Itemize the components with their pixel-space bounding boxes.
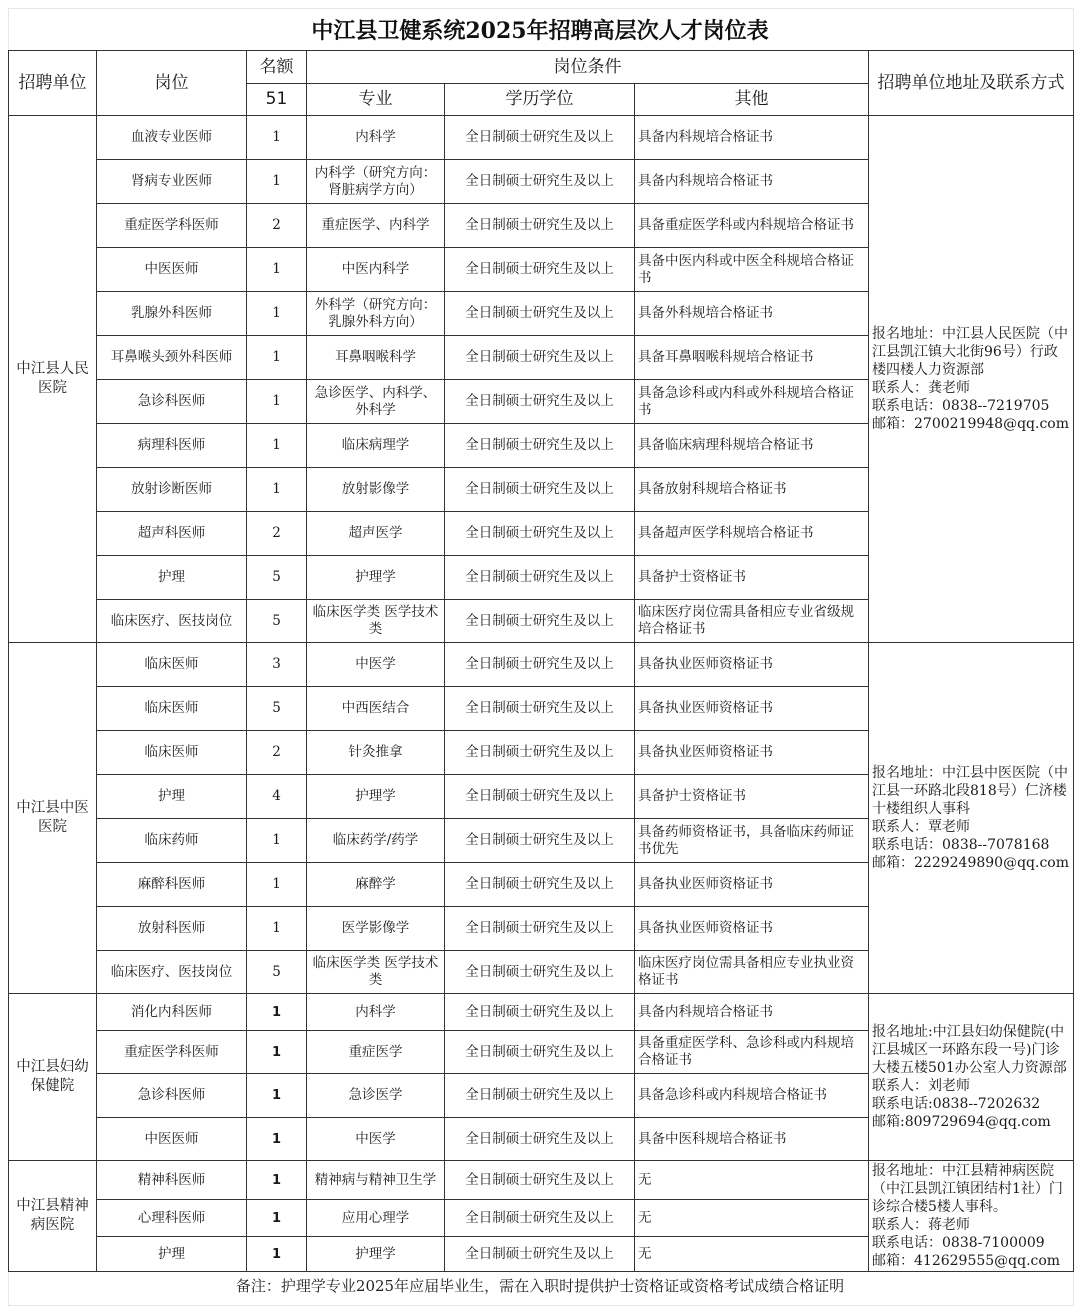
- position-cell: 护理: [97, 775, 247, 819]
- contact-phone: 联系电话：0838-7100009: [872, 1235, 1045, 1251]
- quota-cell: 1: [247, 380, 307, 424]
- position-cell: 临床医师: [97, 643, 247, 687]
- other-cell: 具备外科规培合格证书: [635, 292, 869, 336]
- major-cell: 医学影像学: [307, 907, 445, 951]
- unit-name: 中江县中医医院: [9, 643, 97, 994]
- quota-cell: 3: [247, 643, 307, 687]
- header-contact: 招聘单位地址及联系方式: [869, 51, 1074, 116]
- contact-person: 联系人：蒋老师: [872, 1217, 970, 1233]
- major-cell: 护理学: [307, 775, 445, 819]
- quota-cell: 1: [247, 1118, 307, 1161]
- contact-address: 报名地址：中江县精神病医院（中江县凯江镇团结村1社）门诊综合楼5楼人事科。: [872, 1163, 1063, 1215]
- major-cell: 精神病与精神卫生学: [307, 1161, 445, 1200]
- education-cell: 全日制硕士研究生及以上: [445, 160, 635, 204]
- position-cell: 临床药师: [97, 819, 247, 863]
- education-cell: 全日制硕士研究生及以上: [445, 1237, 635, 1272]
- major-cell: 针灸推拿: [307, 731, 445, 775]
- major-cell: 麻醉学: [307, 863, 445, 907]
- major-cell: 急诊医学: [307, 1074, 445, 1118]
- position-cell: 血液专业医师: [97, 116, 247, 160]
- position-cell: 中医医师: [97, 248, 247, 292]
- quota-cell: 1: [247, 116, 307, 160]
- position-cell: 临床医师: [97, 687, 247, 731]
- quota-cell: 1: [247, 468, 307, 512]
- position-cell: 护理: [97, 1237, 247, 1272]
- other-cell: 具备超声医学科规培合格证书: [635, 512, 869, 556]
- education-cell: 全日制硕士研究生及以上: [445, 1118, 635, 1161]
- quota-cell: 1: [247, 907, 307, 951]
- quota-cell: 1: [247, 1031, 307, 1074]
- education-cell: 全日制硕士研究生及以上: [445, 775, 635, 819]
- quota-cell: 2: [247, 512, 307, 556]
- education-cell: 全日制硕士研究生及以上: [445, 994, 635, 1031]
- other-cell: 无: [635, 1237, 869, 1272]
- major-cell: 重症医学: [307, 1031, 445, 1074]
- other-cell: 具备重症医学科或内科规培合格证书: [635, 204, 869, 248]
- position-cell: 精神科医师: [97, 1161, 247, 1200]
- unit-name: 中江县人民医院: [9, 116, 97, 643]
- position-cell: 耳鼻喉头颈外科医师: [97, 336, 247, 380]
- contact-address: 报名地址：中江县中医医院（中江县一环路北段818号）仁济楼十楼组织人事科: [872, 765, 1068, 817]
- contact-email: 邮箱：412629555@qq.com: [872, 1253, 1061, 1269]
- position-cell: 消化内科医师: [97, 994, 247, 1031]
- quota-cell: 1: [247, 160, 307, 204]
- contact-email: 邮箱:809729694@qq.com: [872, 1114, 1051, 1130]
- major-cell: 重症医学、内科学: [307, 204, 445, 248]
- other-cell: 无: [635, 1161, 869, 1200]
- other-cell: 临床医疗岗位需具备相应专业执业资格证书: [635, 951, 869, 994]
- contact-phone: 联系电话：0838--7078168: [872, 837, 1050, 853]
- education-cell: 全日制硕士研究生及以上: [445, 731, 635, 775]
- position-cell: 护理: [97, 556, 247, 600]
- major-cell: 临床医学类 医学技术类: [307, 600, 445, 643]
- major-cell: 临床病理学: [307, 424, 445, 468]
- contact-email: 邮箱：2700219948@qq.com: [872, 416, 1069, 432]
- quota-cell: 5: [247, 951, 307, 994]
- education-cell: 全日制硕士研究生及以上: [445, 116, 635, 160]
- position-cell: 急诊科医师: [97, 380, 247, 424]
- quota-cell: 1: [247, 1237, 307, 1272]
- education-cell: 全日制硕士研究生及以上: [445, 1074, 635, 1118]
- other-cell: 临床医疗岗位需具备相应专业省级规培合格证书: [635, 600, 869, 643]
- quota-cell: 1: [247, 819, 307, 863]
- education-cell: 全日制硕士研究生及以上: [445, 600, 635, 643]
- header-major: 专业: [307, 84, 445, 116]
- major-cell: 中西医结合: [307, 687, 445, 731]
- education-cell: 全日制硕士研究生及以上: [445, 907, 635, 951]
- position-cell: 心理科医师: [97, 1200, 247, 1237]
- other-cell: 具备内科规培合格证书: [635, 160, 869, 204]
- header-position: 岗位: [97, 51, 247, 116]
- other-cell: 具备执业医师资格证书: [635, 643, 869, 687]
- major-cell: 急诊医学、内科学、外科学: [307, 380, 445, 424]
- education-cell: 全日制硕士研究生及以上: [445, 1200, 635, 1237]
- quota-cell: 1: [247, 1200, 307, 1237]
- position-cell: 乳腺外科医师: [97, 292, 247, 336]
- major-cell: 中医学: [307, 643, 445, 687]
- quota-cell: 1: [247, 336, 307, 380]
- other-cell: 具备中医科规培合格证书: [635, 1118, 869, 1161]
- major-cell: 临床医学类 医学技术类: [307, 951, 445, 994]
- contact-cell: [869, 643, 1074, 994]
- header-quota-label: 名额: [247, 51, 307, 84]
- quota-cell: 2: [247, 204, 307, 248]
- header-education: 学历学位: [445, 84, 635, 116]
- education-cell: 全日制硕士研究生及以上: [445, 336, 635, 380]
- position-cell: 临床医疗、医技岗位: [97, 951, 247, 994]
- header-row-1: [9, 51, 1074, 84]
- education-cell: 全日制硕士研究生及以上: [445, 248, 635, 292]
- education-cell: 全日制硕士研究生及以上: [445, 424, 635, 468]
- contact-email: 邮箱：2229249890@qq.com: [872, 855, 1069, 871]
- other-cell: 具备中医内科或中医全科规培合格证书: [635, 248, 869, 292]
- education-cell: 全日制硕士研究生及以上: [445, 1161, 635, 1200]
- quota-cell: 1: [247, 248, 307, 292]
- other-cell: 具备放射科规培合格证书: [635, 468, 869, 512]
- contact-person: 联系人：刘老师: [872, 1078, 970, 1094]
- education-cell: 全日制硕士研究生及以上: [445, 380, 635, 424]
- major-cell: 耳鼻咽喉科学: [307, 336, 445, 380]
- header-other: 其他: [635, 84, 869, 116]
- quota-cell: 2: [247, 731, 307, 775]
- position-cell: 肾病专业医师: [97, 160, 247, 204]
- other-cell: 具备急诊科或内科或外科规培合格证书: [635, 380, 869, 424]
- other-cell: 无: [635, 1200, 869, 1237]
- header-unit: 招聘单位: [9, 51, 97, 116]
- other-cell: 具备药师资格证书，具备临床药师证书优先: [635, 819, 869, 863]
- recruitment-table: [8, 50, 1074, 1272]
- major-cell: 内科学: [307, 994, 445, 1031]
- quota-cell: 5: [247, 556, 307, 600]
- position-cell: 放射诊断医师: [97, 468, 247, 512]
- position-cell: 重症医学科医师: [97, 1031, 247, 1074]
- quota-cell: 1: [247, 1161, 307, 1200]
- other-cell: 具备执业医师资格证书: [635, 731, 869, 775]
- other-cell: 具备急诊科或内科规培合格证书: [635, 1074, 869, 1118]
- education-cell: 全日制硕士研究生及以上: [445, 468, 635, 512]
- position-cell: 中医医师: [97, 1118, 247, 1161]
- footnote: 备注：护理学专业2025年应届毕业生，需在入职时提供护士资格证或资格考试成绩合格证明: [235, 1276, 845, 1295]
- table-row: [9, 116, 1074, 160]
- page-title: 中江县卫健系统2025年招聘高层次人才岗位表: [311, 17, 769, 44]
- major-cell: 护理学: [307, 556, 445, 600]
- contact-address: 报名地址：中江县人民医院（中江县凯江镇大北街96号）行政楼四楼人力资源部: [872, 326, 1068, 378]
- table-row: [9, 643, 1074, 687]
- major-cell: 外科学（研究方向：乳腺外科方向）: [307, 292, 445, 336]
- position-cell: 放射科医师: [97, 907, 247, 951]
- quota-cell: 1: [247, 994, 307, 1031]
- other-cell: 具备内科规培合格证书: [635, 116, 869, 160]
- major-cell: 内科学（研究方向：肾脏病学方向）: [307, 160, 445, 204]
- education-cell: 全日制硕士研究生及以上: [445, 687, 635, 731]
- table-row: [9, 1161, 1074, 1200]
- major-cell: 临床药学/药学: [307, 819, 445, 863]
- other-cell: 具备重症医学科、急诊科或内科规培合格证书: [635, 1031, 869, 1074]
- major-cell: 超声医学: [307, 512, 445, 556]
- other-cell: 具备临床病理科规培合格证书: [635, 424, 869, 468]
- contact-cell: [869, 116, 1074, 643]
- other-cell: 具备内科规培合格证书: [635, 994, 869, 1031]
- unit-name: 中江县精神病医院: [9, 1161, 97, 1272]
- major-cell: 中医内科学: [307, 248, 445, 292]
- quota-cell: 1: [247, 1074, 307, 1118]
- major-cell: 内科学: [307, 116, 445, 160]
- position-cell: 病理科医师: [97, 424, 247, 468]
- education-cell: 全日制硕士研究生及以上: [445, 819, 635, 863]
- other-cell: 具备耳鼻咽喉科规培合格证书: [635, 336, 869, 380]
- major-cell: 放射影像学: [307, 468, 445, 512]
- other-cell: 具备护士资格证书: [635, 556, 869, 600]
- quota-cell: 5: [247, 600, 307, 643]
- education-cell: 全日制硕士研究生及以上: [445, 556, 635, 600]
- education-cell: 全日制硕士研究生及以上: [445, 863, 635, 907]
- position-cell: 麻醉科医师: [97, 863, 247, 907]
- table-body: [9, 116, 1074, 1272]
- quota-cell: 4: [247, 775, 307, 819]
- quota-cell: 1: [247, 292, 307, 336]
- contact-phone: 联系电话:0838--7202632: [872, 1096, 1041, 1112]
- position-cell: 临床医师: [97, 731, 247, 775]
- header-conditions: 岗位条件: [307, 51, 869, 84]
- education-cell: 全日制硕士研究生及以上: [445, 643, 635, 687]
- position-cell: 超声科医师: [97, 512, 247, 556]
- header-quota-total: 51: [247, 84, 307, 116]
- table-row: [9, 994, 1074, 1031]
- other-cell: 具备执业医师资格证书: [635, 863, 869, 907]
- position-cell: 重症医学科医师: [97, 204, 247, 248]
- other-cell: 具备执业医师资格证书: [635, 687, 869, 731]
- other-cell: 具备护士资格证书: [635, 775, 869, 819]
- contact-cell: [869, 1161, 1074, 1272]
- education-cell: 全日制硕士研究生及以上: [445, 951, 635, 994]
- education-cell: 全日制硕士研究生及以上: [445, 292, 635, 336]
- quota-cell: 1: [247, 424, 307, 468]
- unit-name: 中江县妇幼保健院: [9, 994, 97, 1161]
- contact-phone: 联系电话：0838--7219705: [872, 398, 1050, 414]
- other-cell: 具备执业医师资格证书: [635, 907, 869, 951]
- education-cell: 全日制硕士研究生及以上: [445, 204, 635, 248]
- position-cell: 临床医疗、医技岗位: [97, 600, 247, 643]
- contact-person: 联系人：覃老师: [872, 819, 970, 835]
- major-cell: 护理学: [307, 1237, 445, 1272]
- major-cell: 应用心理学: [307, 1200, 445, 1237]
- contact-person: 联系人：龚老师: [872, 380, 970, 396]
- contact-cell: [869, 994, 1074, 1161]
- education-cell: 全日制硕士研究生及以上: [445, 512, 635, 556]
- education-cell: 全日制硕士研究生及以上: [445, 1031, 635, 1074]
- quota-cell: 1: [247, 863, 307, 907]
- major-cell: 中医学: [307, 1118, 445, 1161]
- contact-address: 报名地址:中江县妇幼保健院(中江县城区一环路东段一号)门诊大楼五楼501办公室人力资源部: [872, 1024, 1067, 1076]
- quota-cell: 5: [247, 687, 307, 731]
- position-cell: 急诊科医师: [97, 1074, 247, 1118]
